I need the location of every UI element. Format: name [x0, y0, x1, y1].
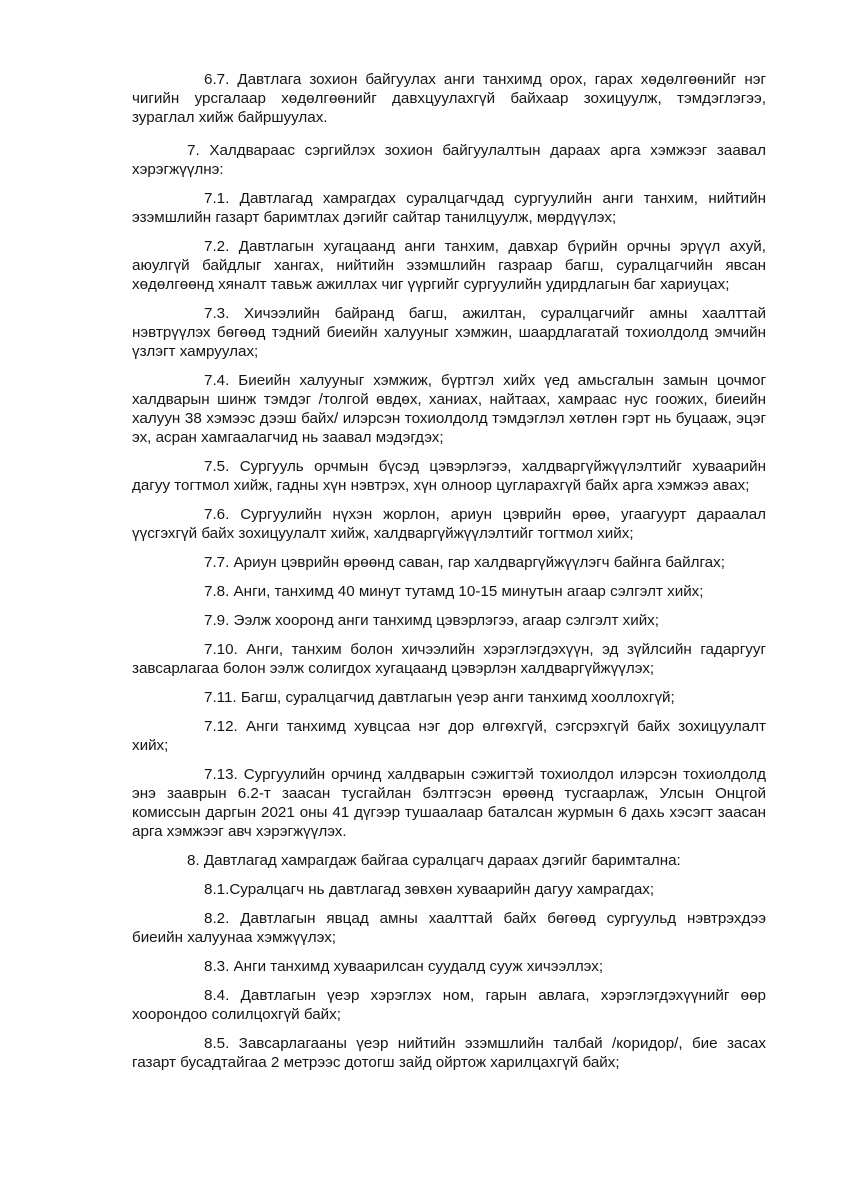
paragraph-7-13: 7.13. Сургуулийн орчинд халдварын сэжигтэй тохиолдол илэрсэн тохиолдолд энэ зааврын 6.2-т заасан тусгайлан бэлтгэсэн өрөөнд тусгаарлаж, Улсын Онцгой комиссын даргын 2021 оны 41 дүгээр тушаалаар баталсан журмын 6 дахь хэсэгт заасан арга хэмжээг авч хэрэгжүүлэх.: [132, 766, 766, 840]
paragraph-7: 7. Халдвараас сэргийлэх зохион байгуулалтын дараах арга хэмжээг заавал хэрэгжүүлнэ:: [132, 142, 766, 178]
paragraph-7-8: 7.8. Анги, танхимд 40 минут тутамд 10-15 минутын агаар сэлгэлт хийх;: [204, 583, 704, 600]
paragraph-7-7: 7.7. Ариун цэврийн өрөөнд саван, гар халдваргүйжүүлэгч байнга байлгах;: [204, 554, 725, 571]
paragraph-7-1: 7.1. Давтлагад хамрагдах суралцагчдад сургуулийн анги танхим, нийтийн эзэмшлийн газарт баримтлах дэгийг сайтар танилцуулж, мөрдүүлэх;: [132, 190, 766, 226]
paragraph-7-10: 7.10. Анги, танхим болон хичээлийн хэрэглэгдэхүүн, эд зүйлсийн гадаргууг завсарлагаа болон ээлж солигдох хугацаанд цэвэрлэн халдваргүйжүүлэх;: [132, 641, 766, 677]
paragraph-8-2: 8.2. Давтлагын явцад амны хаалттай байх бөгөөд сургуульд нэвтрэхдээ биеийн халуунаа хэмжүүлэх;: [132, 910, 766, 946]
paragraph-7-2: 7.2. Давтлагын хугацаанд анги танхим, давхар бүрийн орчны эрүүл ахуй, аюулгүй байдлыг хангах, нийтийн эзэмшлийн газраар багш, суралцагчийн явсан хөдөлгөөнд хяналт тавьж ажиллах чиг үүргийг сургуулийн удирдлагын баг хариуцах;: [132, 238, 766, 293]
paragraph-8-4: 8.4. Давтлагын үеэр хэрэглэх ном, гарын авлага, хэрэглэгдэхүүнийг өөр хоорондоо солилцохгүй байх;: [132, 987, 766, 1023]
paragraph-7-5: 7.5. Сургууль орчмын бүсэд цэвэрлэгээ, халдваргүйжүүлэлтийг хуваарийн дагуу тогтмол хийж, гадны хүн нэвтрэх, хүн олноор цугларахгүй байх арга хэмжээ авах;: [132, 458, 766, 494]
paragraph-7-11: 7.11. Багш, суралцагчид давтлагын үеэр анги танхимд хооллохгүй;: [204, 689, 675, 706]
paragraph-7-3: 7.3. Хичээлийн байранд багш, ажилтан, суралцагчийг амны хаалттай нэвтрүүлэх бөгөөд тэдний биеийн халууныг хэмжин, шаардлагатай тохиолдолд эмчийн үзлэгт хамруулах;: [132, 305, 766, 360]
paragraph-8-3: 8.3. Анги танхимд хуваарилсан суудалд сууж хичээллэх;: [204, 958, 604, 975]
paragraph-8: 8. Давтлагад хамрагдаж байгаа суралцагч дараах дэгийг баримтална:: [187, 852, 681, 869]
paragraph-8-1: 8.1.Суралцагч нь давтлагад зөвхөн хуваарийн дагуу хамрагдах;: [204, 881, 655, 898]
paragraph-7-4: 7.4. Биеийн халууныг хэмжиж, бүртгэл хийх үед амьсгалын замын цочмог халдварын шинж тэмдэг /толгой өвдөх, ханиах, найтаах, хамраас нус гоожих, биеийн халуун 38 хэмээс дээш байх/ илэрсэн тохиолдолд тэмдэглэл хөтлөн гэрт нь буцааж, эцэг эх, асран хамгаалагчид нь заавал мэдэгдэх;: [132, 372, 766, 446]
paragraph-8-5: 8.5. Завсарлагааны үеэр нийтийн эзэмшлийн талбай /коридор/, бие засах газарт бусадтайгаа 2 метрээс дотогш зайд ойртож харилцахгүй байх;: [132, 1035, 766, 1071]
paragraph-6-7: 6.7. Давтлага зохион байгуулах анги танхимд орох, гарах хөдөлгөөнийг нэг чигийн урсгалаар хөдөлгөөнийг давхцуулахгүй байхаар зохицуулж, тэмдэглэгээ, зураглал хийж байршуулах.: [132, 71, 766, 126]
paragraph-7-6: 7.6. Сургуулийн нүхэн жорлон, ариун цэврийн өрөө, угаагуурт дараалал үүсгэхгүй байх зохицуулалт хийж, халдваргүйжүүлэлтийг тогтмол хийх;: [132, 506, 766, 542]
paragraph-7-12: 7.12. Анги танхимд хувцсаа нэг дор өлгөхгүй, сэгсрэхгүй байх зохицуулалт хийх;: [132, 718, 766, 754]
paragraph-7-9: 7.9. Ээлж хооронд анги танхимд цэвэрлэгээ, агаар сэлгэлт хийх;: [204, 612, 660, 629]
